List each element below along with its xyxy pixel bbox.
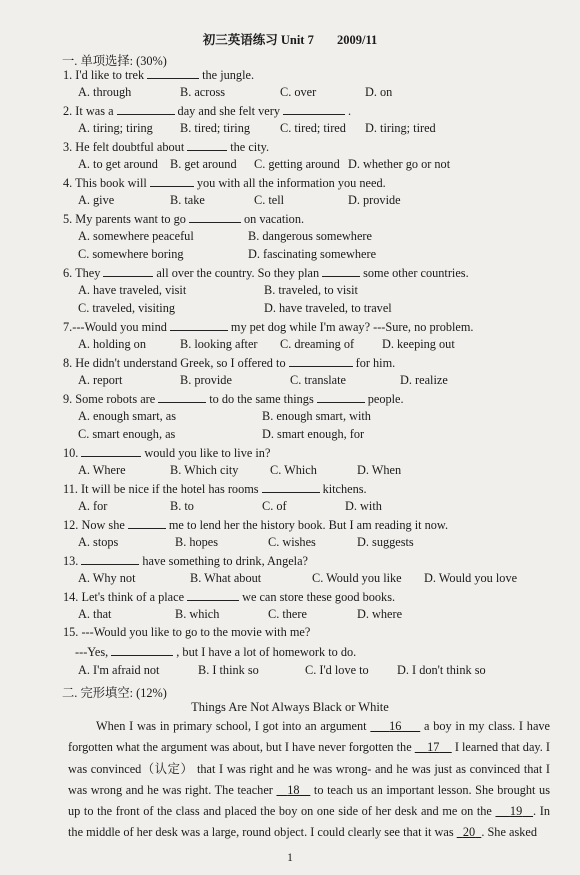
blank-19: 19 bbox=[509, 804, 523, 819]
option-1-C[interactable]: C. over bbox=[280, 85, 317, 99]
question-12 bbox=[63, 517, 448, 533]
option-6-C[interactable]: C. traveled, visiting bbox=[78, 301, 175, 315]
question-text: have something to drink, Angela? bbox=[142, 554, 309, 568]
passage-title: Things Are Not Always Black or White bbox=[191, 700, 389, 714]
question-text: you with all the information you need. bbox=[196, 176, 386, 190]
question-text: 4. This book will bbox=[63, 176, 147, 190]
answer-blank[interactable] bbox=[170, 319, 228, 331]
option-10-D[interactable]: D. When bbox=[357, 463, 402, 477]
option-15-C[interactable]: C. I'd love to bbox=[305, 663, 369, 677]
option-1-B[interactable]: B. across bbox=[180, 85, 226, 99]
question-5 bbox=[63, 211, 304, 227]
option-2-A[interactable]: A. tiring; tiring bbox=[78, 121, 153, 135]
option-10-C[interactable]: C. Which bbox=[270, 463, 317, 477]
question-text: ---Yes, bbox=[75, 645, 109, 659]
option-12-D[interactable]: D. suggests bbox=[357, 535, 414, 549]
option-3-B[interactable]: B. get around bbox=[170, 157, 237, 171]
question-text: 13. bbox=[63, 554, 79, 568]
option-15-A[interactable]: A. I'm afraid not bbox=[78, 663, 160, 677]
option-1-D[interactable]: D. on bbox=[365, 85, 393, 99]
question-text: would you like to live in? bbox=[144, 446, 271, 460]
option-15-B[interactable]: B. I think so bbox=[198, 663, 259, 677]
option-8-C[interactable]: C. translate bbox=[290, 373, 347, 387]
answer-blank[interactable] bbox=[117, 103, 175, 115]
option-3-C[interactable]: C. getting around bbox=[254, 157, 340, 171]
question-text: 14. Let's think of a place bbox=[63, 590, 185, 604]
option-4-C[interactable]: C. tell bbox=[254, 193, 285, 207]
option-8-B[interactable]: B. provide bbox=[180, 373, 232, 387]
option-13-C[interactable]: C. Would you like bbox=[312, 571, 402, 585]
option-1-A[interactable]: A. through bbox=[78, 85, 132, 99]
question-text: kitchens. bbox=[322, 482, 367, 496]
option-9-D[interactable]: D. smart enough, for bbox=[262, 427, 365, 441]
option-14-B[interactable]: B. which bbox=[175, 607, 220, 621]
answer-blank[interactable] bbox=[158, 391, 206, 403]
option-7-B[interactable]: B. looking after bbox=[180, 337, 258, 351]
option-12-B[interactable]: B. hopes bbox=[175, 535, 219, 549]
answer-blank[interactable] bbox=[262, 481, 320, 493]
option-2-B[interactable]: B. tired; tiring bbox=[180, 121, 251, 135]
option-10-B[interactable]: B. Which city bbox=[170, 463, 239, 477]
option-13-A[interactable]: A. Why not bbox=[78, 571, 136, 585]
passage-text-2: a boy in my class. I have forgotten what the argument was about, but I have never forgotten the bbox=[68, 719, 551, 755]
question-text: day and she felt very bbox=[177, 104, 280, 118]
blank-17: 17 bbox=[427, 740, 440, 755]
question-text: . bbox=[347, 104, 352, 118]
option-3-A[interactable]: A. to get around bbox=[78, 157, 158, 171]
blank-16: 16 bbox=[389, 719, 402, 733]
option-13-D[interactable]: D. Would you love bbox=[424, 571, 518, 585]
passage-text-1: When I was in primary school, I got into an argument bbox=[96, 719, 371, 733]
question-8 bbox=[63, 355, 395, 371]
question-text: 1. I'd like to trek bbox=[63, 68, 145, 82]
blank-18: 18 bbox=[287, 782, 300, 797]
option-8-D[interactable]: D. realize bbox=[400, 373, 448, 387]
question-text: people. bbox=[367, 392, 404, 406]
option-9-C[interactable]: C. smart enough, as bbox=[78, 427, 176, 441]
section-2-heading: 二. 完形填空: (12%) bbox=[62, 686, 167, 700]
answer-blank[interactable] bbox=[289, 355, 353, 367]
option-7-A[interactable]: A. holding on bbox=[78, 337, 146, 351]
option-14-C[interactable]: C. there bbox=[268, 607, 307, 621]
option-13-B[interactable]: B. What about bbox=[190, 571, 262, 585]
option-8-A[interactable]: A. report bbox=[78, 373, 123, 387]
option-11-D[interactable]: D. with bbox=[345, 499, 382, 513]
option-5-D[interactable]: D. fascinating somewhere bbox=[248, 247, 377, 261]
option-7-D[interactable]: D. keeping out bbox=[382, 337, 455, 351]
answer-blank[interactable] bbox=[189, 211, 241, 223]
question-1 bbox=[63, 67, 254, 83]
question-text: 2. It was a bbox=[63, 104, 114, 118]
question-text: 15. ---Would you like to go to the movie with me? bbox=[63, 625, 311, 639]
option-4-B[interactable]: B. take bbox=[170, 193, 205, 207]
option-12-C[interactable]: C. wishes bbox=[268, 535, 316, 549]
question-text: all over the country. So they plan bbox=[156, 266, 320, 280]
question-9 bbox=[63, 391, 404, 407]
question-text: on vacation. bbox=[243, 212, 305, 226]
answer-blank[interactable] bbox=[150, 175, 194, 187]
answer-blank[interactable] bbox=[81, 445, 141, 457]
title-text: 初三英语练习 Unit 7 bbox=[202, 33, 314, 47]
option-5-C[interactable]: C. somewhere boring bbox=[78, 247, 184, 261]
section-1-heading: 一. 单项选择: (30%) bbox=[62, 54, 167, 68]
question-text: 5. My parents want to go bbox=[63, 212, 186, 226]
answer-blank[interactable] bbox=[103, 265, 153, 277]
question-text: 8. He didn't understand Greek, so I offered to bbox=[63, 356, 286, 370]
question-text: 6. They bbox=[63, 266, 101, 280]
question-13 bbox=[63, 553, 308, 569]
option-11-C[interactable]: C. of bbox=[262, 499, 287, 513]
option-7-C[interactable]: C. dreaming of bbox=[280, 337, 355, 351]
option-9-A[interactable]: A. enough smart, as bbox=[78, 409, 177, 423]
question-7 bbox=[63, 319, 474, 335]
question-4 bbox=[63, 175, 386, 191]
question-15-response bbox=[75, 644, 356, 660]
question-2 bbox=[63, 103, 351, 119]
question-text: me to lend her the history book. But I am reading it now. bbox=[168, 518, 449, 532]
question-11 bbox=[63, 481, 367, 497]
page-title bbox=[0, 30, 580, 48]
answer-blank[interactable] bbox=[322, 265, 360, 277]
passage-text-4: to teach us an important lesson. She brought us up to the front of the class and placed the boy on one side of her desk and me on the bbox=[68, 782, 550, 819]
option-9-B[interactable]: B. enough smart, with bbox=[262, 409, 371, 423]
question-10 bbox=[63, 445, 270, 461]
option-6-A[interactable]: A. have traveled, visit bbox=[78, 283, 187, 297]
passage-text-3: I learned that day. I was convinced（认定） that I was right and he was wrong- and he was just as convinced that I was wrong and he was right. The teacher bbox=[68, 740, 551, 797]
answer-blank[interactable] bbox=[187, 139, 227, 151]
question-14 bbox=[63, 589, 395, 605]
answer-blank[interactable] bbox=[81, 553, 139, 565]
option-6-B[interactable]: B. traveled, to visit bbox=[264, 283, 358, 297]
option-12-A[interactable]: A. stops bbox=[78, 535, 119, 549]
passage-body bbox=[68, 716, 550, 844]
question-text: the jungle. bbox=[202, 68, 255, 82]
option-3-D[interactable]: D. whether go or not bbox=[348, 157, 451, 171]
blank-20: 20 bbox=[462, 825, 476, 840]
page-number: 1 bbox=[287, 852, 293, 864]
question-text: 9. Some robots are bbox=[63, 392, 156, 406]
option-2-D[interactable]: D. tiring; tired bbox=[365, 121, 436, 135]
passage-text-5: . In the middle of her desk was a large, round object. I could clearly see that it was bbox=[68, 804, 550, 840]
option-2-C[interactable]: C. tired; tired bbox=[280, 121, 346, 135]
question-text: 12. Now she bbox=[63, 518, 125, 532]
question-text: we can store these good books. bbox=[242, 590, 396, 604]
question-text: for him. bbox=[355, 356, 396, 370]
option-11-A[interactable]: A. for bbox=[78, 499, 108, 513]
option-10-A[interactable]: A. Where bbox=[78, 463, 126, 477]
answer-blank[interactable] bbox=[128, 517, 166, 529]
option-6-D[interactable]: D. have traveled, to travel bbox=[264, 301, 392, 315]
question-text: the city. bbox=[230, 140, 270, 154]
option-11-B[interactable]: B. to bbox=[170, 499, 194, 513]
option-14-D[interactable]: D. where bbox=[357, 607, 403, 621]
option-4-D[interactable]: D. provide bbox=[348, 193, 401, 207]
question-text: 3. He felt doubtful about bbox=[63, 140, 185, 154]
answer-blank[interactable] bbox=[111, 644, 173, 656]
option-5-B[interactable]: B. dangerous somewhere bbox=[248, 229, 372, 243]
question-6 bbox=[63, 265, 469, 281]
question-text: some other countries. bbox=[363, 266, 469, 280]
answer-blank[interactable] bbox=[283, 103, 345, 115]
option-5-A[interactable]: A. somewhere peaceful bbox=[78, 229, 194, 243]
question-text: , but I have a lot of homework to do. bbox=[176, 645, 357, 659]
answer-blank[interactable] bbox=[317, 391, 365, 403]
passage-text-6: . She asked bbox=[481, 825, 537, 840]
question-text: 7.---Would you mind bbox=[63, 320, 167, 334]
option-4-A[interactable]: A. give bbox=[78, 193, 115, 207]
option-14-A[interactable]: A. that bbox=[78, 607, 112, 621]
question-3 bbox=[63, 139, 269, 155]
question-text: 11. It will be nice if the hotel has rooms bbox=[63, 482, 259, 496]
question-text: 10. bbox=[63, 446, 79, 460]
question-text: to do the same things bbox=[209, 392, 314, 406]
question-15 bbox=[63, 625, 310, 640]
option-15-D[interactable]: D. I don't think so bbox=[397, 663, 486, 677]
title-date: 2009/11 bbox=[336, 33, 378, 47]
answer-blank[interactable] bbox=[147, 67, 199, 79]
answer-blank[interactable] bbox=[187, 589, 239, 601]
question-text: my pet dog while I'm away? ---Sure, no problem. bbox=[230, 320, 474, 334]
